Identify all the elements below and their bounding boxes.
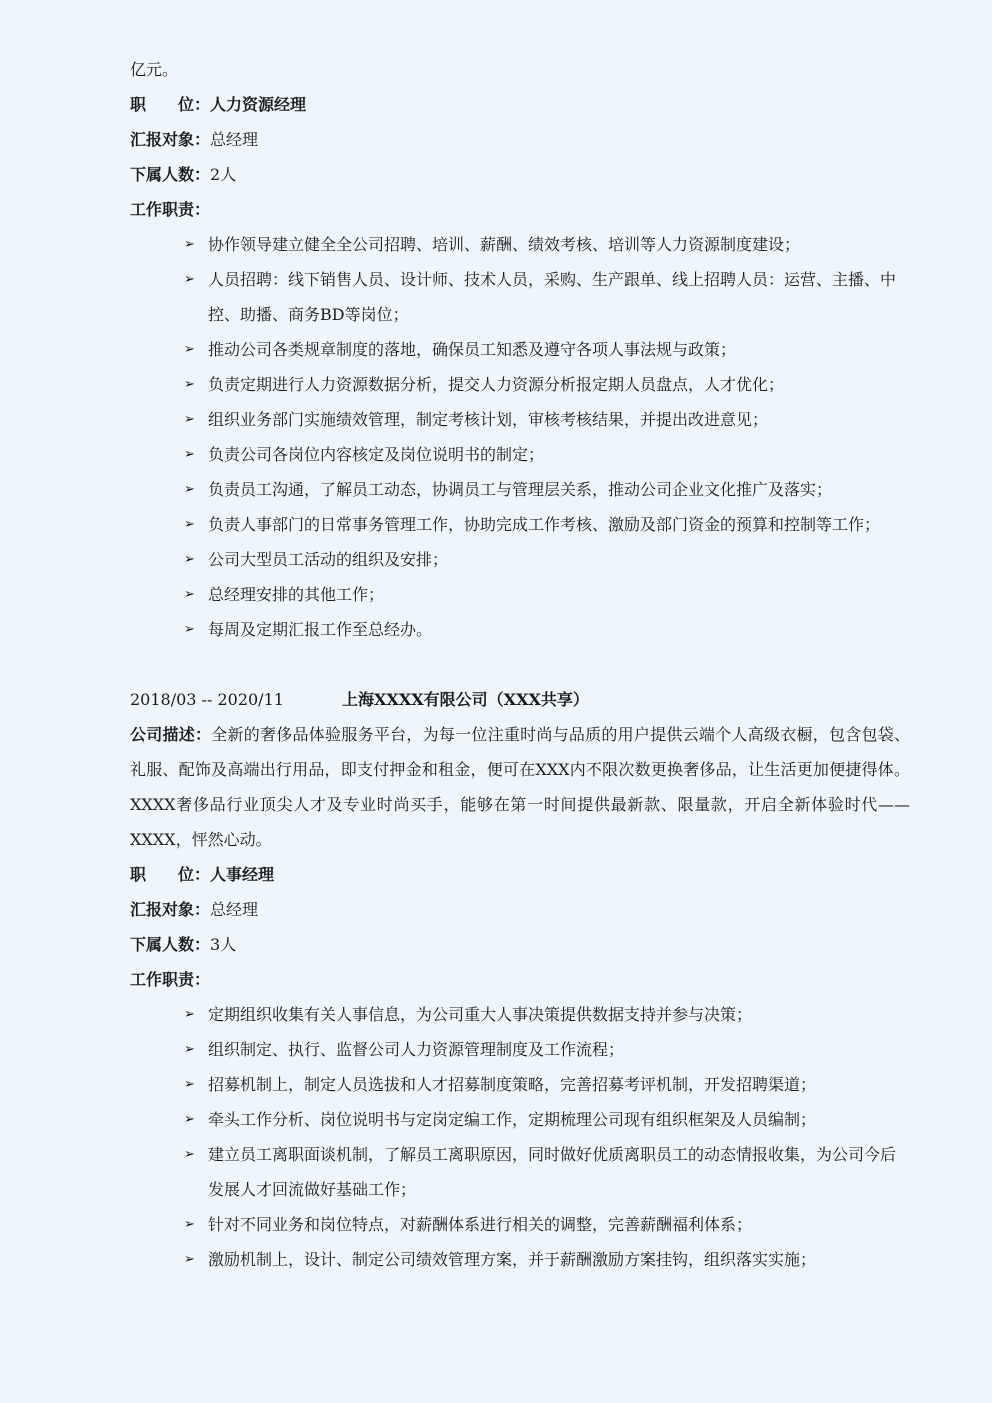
bullet-arrow-icon: ➢ [184,377,195,392]
bullet-arrow-icon: ➢ [184,1077,195,1092]
list-item: ➢ 人员招聘：线下销售人员、设计师、技术人员，采购、生产跟单、线上招聘人员：运营、主播、中控、助播、商务BD等岗位； [184,262,910,332]
list-item: ➢ 协作领导建立健全全公司招聘、培训、薪酬、绩效考核、培训等人力资源制度建设； [184,227,910,262]
report-value: 总经理 [210,900,259,919]
job2-header [130,682,910,717]
continued-text: 亿元。 [130,60,179,79]
list-item: ➢ 建立员工离职面谈机制，了解员工离职原因，同时做好优质离职员工的动态情报收集，为公司今后发展人才回流做好基础工作； [184,1137,910,1207]
position-value: 人事经理 [210,865,275,884]
job1-report-to [130,122,910,157]
position-value: 人力资源经理 [210,95,307,114]
report-label: 汇报对象： [130,900,211,919]
bullet-arrow-icon: ➢ [184,552,195,567]
list-item: ➢ 负责员工沟通，了解员工动态，协调员工与管理层关系，推动公司企业文化推广及落实； [184,472,910,507]
bullet-arrow-icon: ➢ [184,447,195,462]
bullet-arrow-icon: ➢ [184,272,195,287]
resume-content [130,52,910,1277]
list-item: ➢ 招募机制上，制定人员选拔和人才招募制度策略，完善招募考评机制，开发招聘渠道； [184,1067,910,1102]
list-item: ➢ 推动公司各类规章制度的落地，确保员工知悉及遵守各项人事法规与政策； [184,332,910,367]
bullet-arrow-icon: ➢ [184,482,195,497]
bullet-arrow-icon: ➢ [184,1112,195,1127]
company-name: 上海XXXX有限公司（XXX共享） [342,690,589,709]
bullet-arrow-icon: ➢ [184,622,195,637]
job2-report-to [130,892,910,927]
job2-position [130,857,910,892]
subordinates-label: 下属人数： [130,165,211,184]
list-item: ➢ 针对不同业务和岗位特点，对薪酬体系进行相关的调整，完善薪酬福利体系； [184,1207,910,1242]
list-item: ➢ 激励机制上，设计、制定公司绩效管理方案，并于薪酬激励方案挂钩，组织落实实施； [184,1242,910,1277]
job2-subordinates [130,927,910,962]
job2-duties-list [130,997,910,1277]
list-item: ➢ 组织业务部门实施绩效管理，制定考核计划，审核考核结果，并提出改进意见； [184,402,910,437]
subordinates-label: 下属人数： [130,935,211,954]
section-spacer [130,647,910,682]
description-text: 全新的奢侈品体验服务平台，为每一位注重时尚与品质的用户提供云端个人高级衣橱，包含包袋、礼服、配饰及高端出行用品，即支付押金和租金，便可在XXX内不限次数更换奢侈品，让生活更加便捷得体。XXXX奢侈品行业顶尖人才及专业时尚买手，能够在第一时间提供最新款、限量款，开启全新体验时代——XXXX，怦然心动。 [130,725,910,849]
job1-position [130,87,910,122]
list-item: ➢ 每周及定期汇报工作至总经办。 [184,612,910,647]
bullet-arrow-icon: ➢ [184,1042,195,1057]
list-item: ➢ 总经理安排的其他工作； [184,577,910,612]
list-item: ➢ 负责公司各岗位内容核定及岗位说明书的制定； [184,437,910,472]
bullet-arrow-icon: ➢ [184,1147,195,1162]
report-value: 总经理 [210,130,259,149]
list-item: ➢ 定期组织收集有关人事信息，为公司重大人事决策提供数据支持并参与决策； [184,997,910,1032]
bullet-arrow-icon: ➢ [184,1217,195,1232]
bullet-arrow-icon: ➢ [184,237,195,252]
list-item: ➢ 牵头工作分析、岗位说明书与定岗定编工作，定期梳理公司现有组织框架及人员编制； [184,1102,910,1137]
bullet-arrow-icon: ➢ [184,1252,195,1267]
employment-period: 2018/03 -- 2020/11 [130,690,284,709]
bullet-arrow-icon: ➢ [184,587,195,602]
subordinates-value: 2人 [210,165,237,184]
list-item: ➢ 公司大型员工活动的组织及安排； [184,542,910,577]
position-label: 职 位： [130,95,211,114]
bullet-arrow-icon: ➢ [184,412,195,427]
job2-company-description [130,717,910,857]
subordinates-value: 3人 [210,935,237,954]
bullet-arrow-icon: ➢ [184,1007,195,1022]
list-item: ➢ 负责人事部门的日常事务管理工作，协助完成工作考核、激励及部门资金的预算和控制等工作； [184,507,910,542]
job1-duties-label: 工作职责： [130,200,211,219]
job1-duties-list [130,227,910,647]
bullet-arrow-icon: ➢ [184,342,195,357]
job1-subordinates [130,157,910,192]
report-label: 汇报对象： [130,130,211,149]
job2-duties-label: 工作职责： [130,970,211,989]
list-item: ➢ 组织制定、执行、监督公司人力资源管理制度及工作流程； [184,1032,910,1067]
bullet-arrow-icon: ➢ [184,517,195,532]
position-label: 职 位： [130,865,211,884]
list-item: ➢ 负责定期进行人力资源数据分析，提交人力资源分析报定期人员盘点，人才优化； [184,367,910,402]
description-label: 公司描述： [130,725,212,744]
